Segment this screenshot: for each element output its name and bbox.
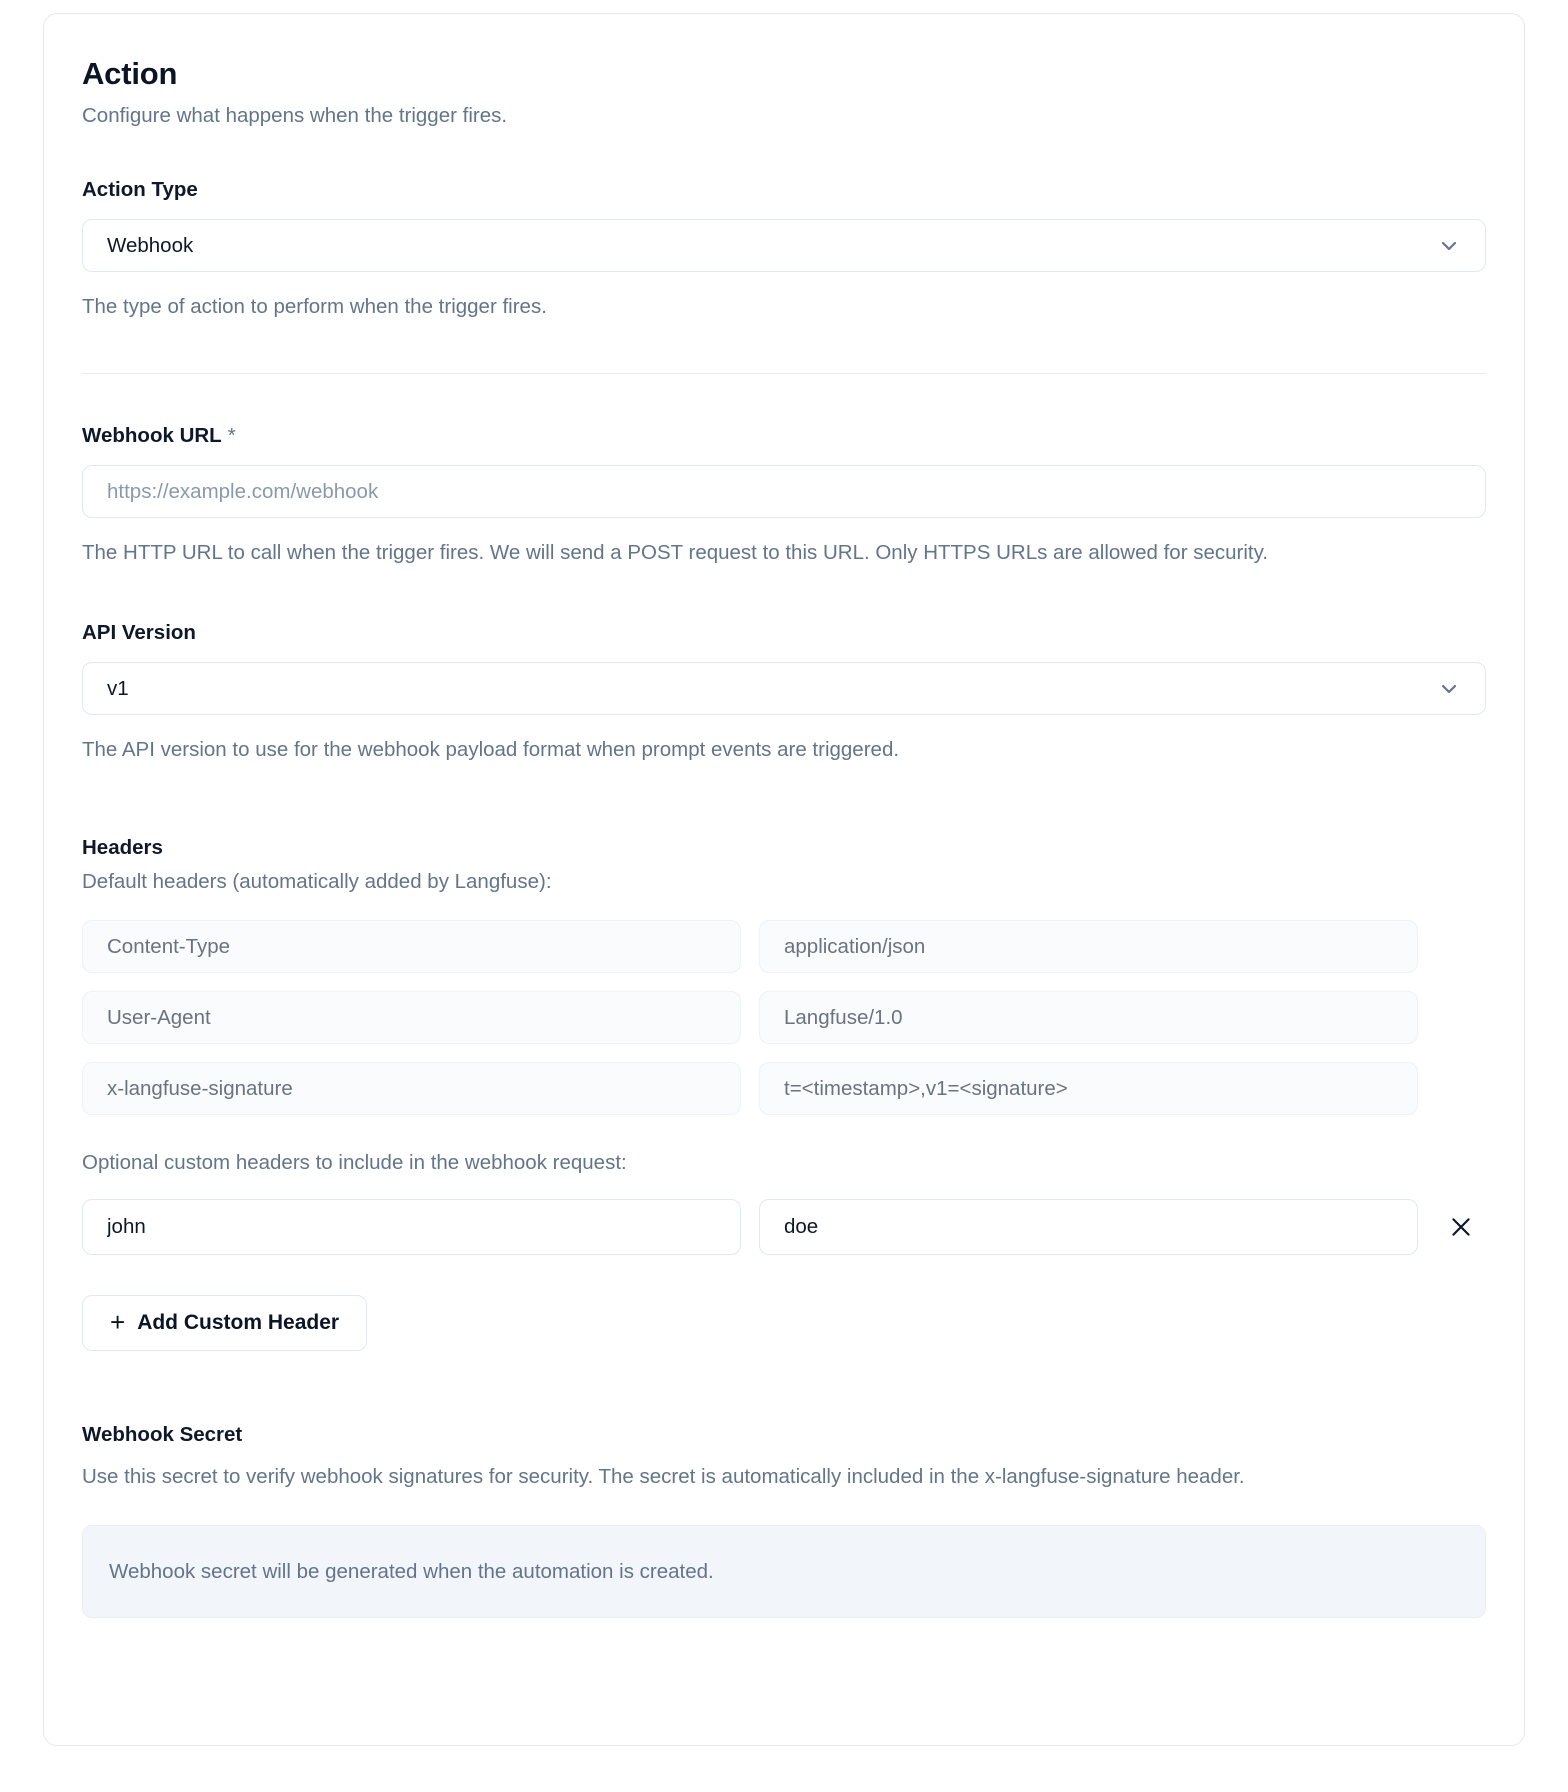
chevron-down-icon [1437, 677, 1461, 701]
api-version-label: API Version [82, 621, 196, 644]
remove-header-button[interactable] [1436, 1199, 1486, 1255]
webhook-url-input[interactable] [82, 465, 1486, 518]
page-subtitle: Configure what happens when the trigger fires. [82, 104, 508, 127]
chevron-down-icon [1437, 234, 1461, 258]
default-header-value-input [759, 1062, 1418, 1115]
action-type-value: Webhook [107, 233, 194, 257]
api-version-select[interactable] [82, 662, 1486, 715]
webhook-url-help: The HTTP URL to call when the trigger fires. We will send a POST request to this URL. Only HTTPS URLs are allowed for security. [82, 541, 1269, 564]
custom-headers-caption: Optional custom headers to include in the webhook request: [82, 1151, 627, 1174]
api-version-help: The API version to use for the webhook payload format when prompt events are triggered. [82, 738, 900, 761]
plus-icon: + [110, 1307, 126, 1337]
custom-header-key-input[interactable] [82, 1199, 741, 1255]
webhook-url-field [82, 424, 1486, 571]
headers-label: Headers [82, 836, 163, 859]
custom-header-value-input[interactable] [759, 1199, 1418, 1255]
section-divider [82, 373, 1486, 374]
api-version-value: v1 [107, 676, 129, 700]
close-icon [1448, 1214, 1474, 1240]
table-row [82, 991, 1486, 1044]
add-custom-header-button[interactable] [82, 1295, 367, 1351]
default-header-key-input [82, 991, 741, 1044]
action-type-field [82, 178, 1486, 325]
webhook-url-label-text: Webhook URL [82, 424, 222, 447]
action-card [43, 13, 1525, 1746]
add-custom-header-label: Add Custom Header [137, 1311, 340, 1334]
webhook-secret-description: Use this secret to verify webhook signatures for security. The secret is automatically included in the x-langfuse-signature header. [82, 1465, 1245, 1488]
action-type-select[interactable] [82, 219, 1486, 272]
action-type-help: The type of action to perform when the trigger fires. [82, 295, 547, 318]
required-marker: * [227, 424, 236, 447]
action-type-label: Action Type [82, 178, 198, 201]
default-header-value-input [759, 991, 1418, 1044]
webhook-secret-label: Webhook Secret [82, 1423, 243, 1446]
headers-section [82, 836, 1486, 1351]
webhook-secret-placeholder-text: Webhook secret will be generated when the automation is created. [109, 1559, 714, 1583]
webhook-secret-section [82, 1423, 1486, 1618]
api-version-field [82, 621, 1486, 768]
webhook-secret-placeholder-box [82, 1525, 1486, 1618]
table-row [82, 1062, 1486, 1115]
default-header-value-input [759, 920, 1418, 973]
custom-header-row [82, 1199, 1486, 1255]
default-headers-list [82, 920, 1486, 1115]
default-header-key-input [82, 1062, 741, 1115]
table-row [82, 920, 1486, 973]
default-header-key-input [82, 920, 741, 973]
default-headers-caption: Default headers (automatically added by Langfuse): [82, 870, 552, 893]
page-title: Action [82, 56, 178, 91]
webhook-url-label [82, 424, 1486, 448]
